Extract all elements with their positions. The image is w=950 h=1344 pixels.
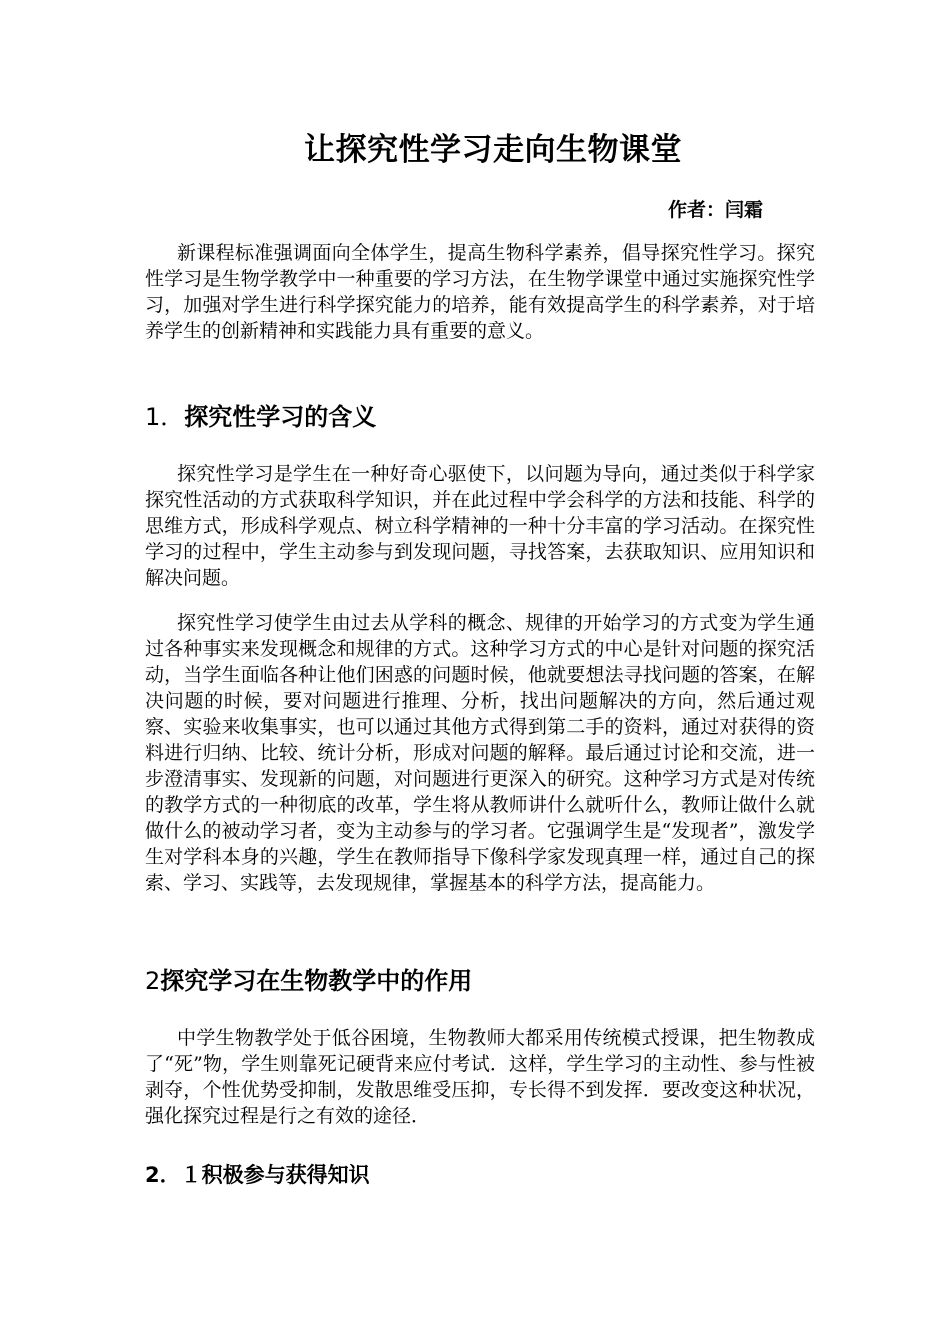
section-1-heading bbox=[145, 400, 376, 434]
intro-paragraph: 新课程标准强调面向全体学生，提高生物科学素养，倡导探究性学习。探究性学习是生物学教学中一种重要的学习方法，在生物学课堂中通过实施探究性学习，加强对学生进行科学探究能力的培养，能有效提高学生的科学素养，对于培养学生的创新精神和实践能力具有重要的意义。 bbox=[145, 242, 815, 342]
document-title: 让探究性学习走向生物课堂 bbox=[304, 132, 682, 168]
section-2-title: 探究学习在生物教学中的作用 bbox=[160, 967, 473, 995]
author-line: 作者：闫霜 bbox=[668, 199, 764, 221]
section-2-paragraph-1: 中学生物教学处于低谷困境，生物教师大都采用传统模式授课，把生物教成了“死”物，学生则靠死记硬背来应付考试．这样，学生学习的主动性、参与性被剥夺，个性优势受抑制，发散思维受压抑，专长得不到发挥．要改变这种状况，强化探究过程是行之有效的途径． bbox=[145, 1027, 815, 1127]
section-1-paragraph-2: 探究性学习使学生由过去从学科的概念、规律的开始学习的方式变为学生通过各种事实来发现概念和规律的方式。这种学习方式的中心是针对问题的探究活动，当学生面临各种让他们困惑的问题时候，他就要想法寻找问题的答案，在解决问题的时候，要对问题进行推理、分析，找出问题解决的方向，然后通过观察、实验来收集事实，也可以通过其他方式得到第二手的资料，通过对获得的资料进行归纳、比较、统计分析，形成对问题的解释。最后通过讨论和交流，进一步澄清事实、发现新的问题，对问题进行更深入的研究。这种学习方式是对传统的教学方式的一种彻底的改革，学生将从教师讲什么就听什么，教师让做什么就做什么的被动学习者，变为主动参与的学习者。它强调学生是“发现者”，激发学生对学科本身的兴趣，学生在教师指导下像科学家发现真理一样，通过自己的探索、学习、实践等，去发现规律，掌握基本的科学方法，提高能力。 bbox=[145, 612, 815, 894]
section-2-number: 2 bbox=[145, 967, 161, 995]
subsection-2-1-number: 2．１ bbox=[145, 1163, 202, 1187]
subsection-2-1-heading bbox=[145, 1160, 370, 1190]
section-1-paragraph-1: 探究性学习是学生在一种好奇心驱使下，以问题为导向，通过类似于科学家探究性活动的方式获取科学知识，并在此过程中学会科学的方法和技能、科学的思维方式，形成科学观点、树立科学精神的一种十分丰富的学习活动。在探究性学习的过程中，学生主动参与到发现问题，寻找答案，去获取知识、应用知识和解决问题。 bbox=[145, 463, 815, 589]
section-1-title: 探究性学习的含义 bbox=[184, 403, 377, 431]
subsection-2-1-title: 积极参与获得知识 bbox=[201, 1163, 370, 1187]
section-2-heading bbox=[145, 964, 472, 998]
section-1-number: 1． bbox=[145, 403, 185, 431]
